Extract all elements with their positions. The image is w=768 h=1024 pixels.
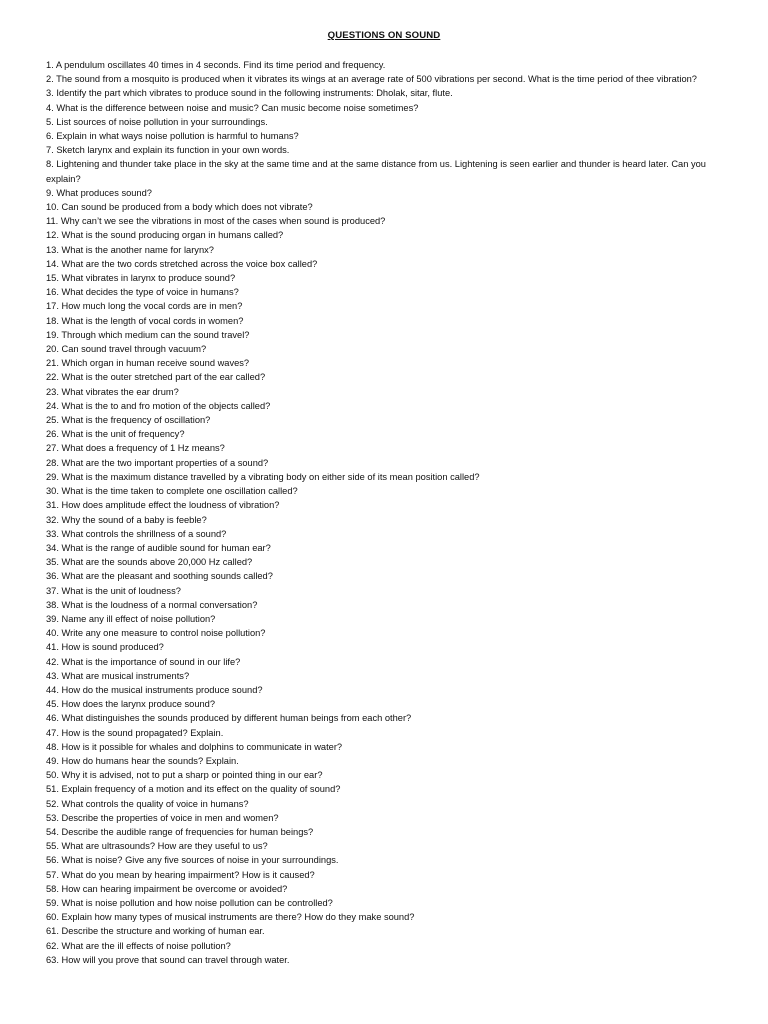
question-item: 19. Through which medium can the sound travel? bbox=[46, 329, 250, 340]
question-item: 26. What is the unit of frequency? bbox=[46, 429, 185, 440]
question-item: 12. What is the sound producing organ in humans called? bbox=[46, 230, 284, 241]
question-item: 48. How is it possible for whales and dolphins to communicate in water? bbox=[46, 741, 343, 752]
question-item: 6. Explain in what ways noise pollution is harmful to humans? bbox=[46, 131, 299, 142]
question-item: 56. What is noise? Give any five sources of noise in your surroundings. bbox=[46, 855, 339, 866]
question-item: 61. Describe the structure and working of human ear. bbox=[46, 926, 265, 937]
question-item: 8. Lightening and thunder take place in the sky at the same time and at the same distance from us. Lightening is seen earlier and thunder is heard later. Can you explain? bbox=[46, 159, 706, 184]
question-item: 45. How does the larynx produce sound? bbox=[46, 699, 216, 710]
question-item: 40. Write any one measure to control noise pollution? bbox=[46, 628, 266, 639]
question-item: 14. What are the two cords stretched across the voice box called? bbox=[46, 258, 318, 269]
question-list bbox=[46, 58, 726, 967]
question-item: 44. How do the musical instruments produce sound? bbox=[46, 684, 263, 695]
question-item: 58. How can hearing impairment be overcome or avoided? bbox=[46, 883, 288, 894]
question-item: 30. What is the time taken to complete one oscillation called? bbox=[46, 486, 298, 497]
question-item: 37. What is the unit of loudness? bbox=[46, 585, 181, 596]
question-item: 1. A pendulum oscillates 40 times in 4 seconds. Find its time period and frequency. bbox=[46, 60, 386, 70]
question-item: 42. What is the importance of sound in our life? bbox=[46, 656, 241, 667]
question-item: 46. What distinguishes the sounds produced by different human beings from each other? bbox=[46, 713, 412, 724]
question-item: 52. What controls the quality of voice in humans? bbox=[46, 798, 249, 809]
question-item: 31. How does amplitude effect the loudness of vibration? bbox=[46, 500, 280, 511]
question-item: 32. Why the sound of a baby is feeble? bbox=[46, 514, 207, 525]
page-title: QUESTIONS ON SOUND bbox=[327, 30, 441, 41]
question-item: 54. Describe the audible range of frequencies for human beings? bbox=[46, 826, 314, 837]
question-item: 24. What is the to and fro motion of the objects called? bbox=[46, 400, 271, 411]
question-item: 47. How is the sound propagated? Explain. bbox=[46, 727, 224, 738]
question-item: 51. Explain frequency of a motion and its effect on the quality of sound? bbox=[46, 784, 341, 795]
question-item: 36. What are the pleasant and soothing sounds called? bbox=[46, 571, 273, 582]
question-item: 59. What is noise pollution and how noise pollution can be controlled? bbox=[46, 897, 333, 908]
question-item: 38. What is the loudness of a normal conversation? bbox=[46, 599, 258, 610]
question-item: 53. Describe the properties of voice in men and women? bbox=[46, 812, 279, 823]
question-item: 60. Explain how many types of musical instruments are there? How do they make sound? bbox=[46, 912, 415, 923]
question-item: 55. What are ultrasounds? How are they useful to us? bbox=[46, 841, 268, 852]
question-item: 62. What are the ill effects of noise pollution? bbox=[46, 940, 231, 951]
question-item: 50. Why it is advised, not to put a sharp or pointed thing in our ear? bbox=[46, 770, 323, 781]
question-item: 33. What controls the shrillness of a sound? bbox=[46, 528, 227, 539]
question-item: 34. What is the range of audible sound for human ear? bbox=[46, 542, 271, 553]
question-item: 15. What vibrates in larynx to produce sound? bbox=[46, 273, 236, 284]
question-item: 13. What is the another name for larynx? bbox=[46, 244, 214, 255]
question-item: 39. Name any ill effect of noise pollution? bbox=[46, 613, 216, 624]
question-item: 43. What are musical instruments? bbox=[46, 670, 190, 681]
question-item: 11. Why can’t we see the vibrations in most of the cases when sound is produced? bbox=[46, 216, 386, 227]
question-item: 18. What is the length of vocal cords in women? bbox=[46, 315, 244, 326]
question-item: 7. Sketch larynx and explain its function in your own words. bbox=[46, 145, 290, 156]
question-item: 17. How much long the vocal cords are in men? bbox=[46, 301, 243, 312]
question-item: 21. Which organ in human receive sound waves? bbox=[46, 358, 250, 369]
question-item: 22. What is the outer stretched part of the ear called? bbox=[46, 372, 266, 383]
question-item: 41. How is sound produced? bbox=[46, 642, 164, 653]
question-item: 28. What are the two important properties of a sound? bbox=[46, 457, 269, 468]
question-item: 63. How will you prove that sound can travel through water. bbox=[46, 954, 290, 965]
question-item: 25. What is the frequency of oscillation? bbox=[46, 415, 211, 426]
question-item: 3. Identify the part which vibrates to produce sound in the following instruments: Dholak, sitar, flute. bbox=[46, 88, 453, 99]
question-item: 9. What produces sound? bbox=[46, 187, 152, 198]
question-item: 35. What are the sounds above 20,000 Hz called? bbox=[46, 557, 253, 568]
question-item: 27. What does a frequency of 1 Hz means? bbox=[46, 443, 225, 454]
question-item: 49. How do humans hear the sounds? Explain. bbox=[46, 755, 239, 766]
question-item: 2. The sound from a mosquito is produced when it vibrates its wings at an average rate of 500 vibrations per second. What is the time period of thee vibration? bbox=[46, 74, 697, 85]
question-item: 20. Can sound travel through vacuum? bbox=[46, 344, 207, 355]
question-item: 57. What do you mean by hearing impairment? How is it caused? bbox=[46, 869, 315, 880]
question-item: 23. What vibrates the ear drum? bbox=[46, 386, 179, 397]
question-item: 16. What decides the type of voice in humans? bbox=[46, 287, 239, 298]
question-item: 5. List sources of noise pollution in your surroundings. bbox=[46, 116, 268, 127]
question-item: 29. What is the maximum distance travelled by a vibrating body on either side of its mean position called? bbox=[46, 471, 480, 482]
question-item: 10. Can sound be produced from a body which does not vibrate? bbox=[46, 202, 313, 213]
question-item: 4. What is the difference between noise and music? Can music become noise sometimes? bbox=[46, 102, 419, 113]
